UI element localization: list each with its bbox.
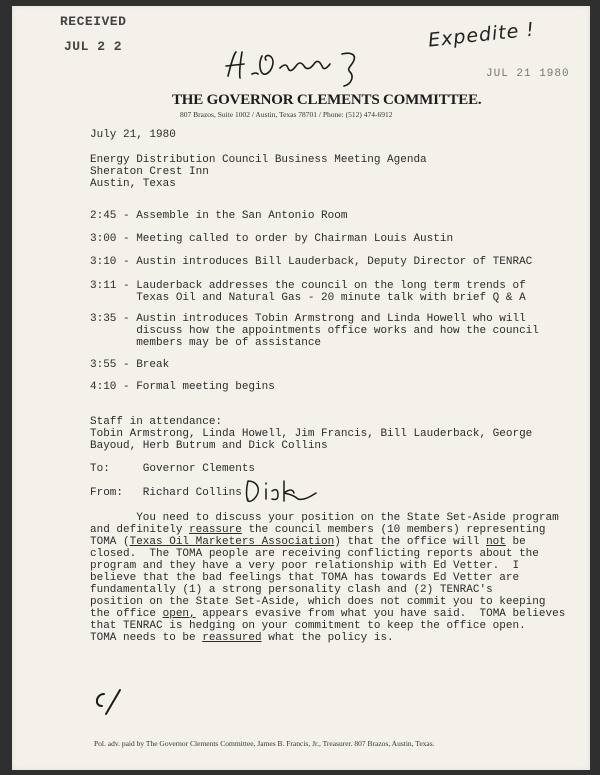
memo-to: To: Governor Clements xyxy=(90,463,256,475)
memo-body-line xyxy=(90,572,519,584)
staff-heading: Staff in attendance: xyxy=(90,416,223,428)
agenda-title: Energy Distribution Council Business Meeting Agenda xyxy=(90,154,427,166)
body-text: what the policy is. xyxy=(261,632,394,644)
body-text: fundamentally (1) a strong personality clash and (2) TENRAC's xyxy=(90,584,493,596)
memo-body-line xyxy=(90,548,539,560)
body-text: ) that the office will xyxy=(334,536,487,548)
body-text: that TENRAC is hedging on your commitment to keep the office open. xyxy=(90,620,526,632)
body-text: the council members (10 members) representing xyxy=(241,524,546,536)
underlined-text: Texas Oil Marketers Association xyxy=(129,536,335,548)
clements-signature xyxy=(222,46,392,90)
memo-body-line xyxy=(90,584,493,596)
body-text: appears evasive from what you have said. TOMA believes xyxy=(195,608,566,620)
venue-city: Austin, Texas xyxy=(90,178,176,190)
body-text: the office xyxy=(90,608,163,620)
margin-mark xyxy=(90,686,130,720)
staff-line: Bayoud, Herb Butrum and Dick Collins xyxy=(90,440,328,452)
body-text: and definitely xyxy=(90,524,190,536)
body-text: program and they have a very poor relationship with Ed Vetter. I xyxy=(90,560,520,572)
body-text: TOMA needs to be xyxy=(90,632,203,644)
body-text: You need to discuss your position on the State Set-Aside program xyxy=(90,512,559,524)
body-text: TOMA ( xyxy=(90,536,130,548)
body-text: believe that the bad feelings that TOMA has towards Ed Vetter are xyxy=(90,572,520,584)
agenda-item: 3:55 - Break xyxy=(90,359,170,371)
underlined-text: open, xyxy=(162,608,196,620)
underlined-text: reassure xyxy=(189,524,242,536)
memo-body-line xyxy=(90,524,546,536)
received-stamp xyxy=(60,14,126,54)
memo-body-line xyxy=(90,560,519,572)
ghost-mark: ​ xyxy=(301,696,303,721)
memo-body-line xyxy=(90,620,526,632)
document-page xyxy=(12,6,590,770)
collins-signature xyxy=(240,477,330,505)
agenda-item: 4:10 - Formal meeting begins xyxy=(90,381,275,393)
show-through-watermark xyxy=(301,696,303,721)
received-date: JUL 2 2 xyxy=(64,39,123,54)
date-stamp: JUL 21 1980 xyxy=(486,68,570,80)
agenda-item: 3:35 - Austin introduces Tobin Armstrong and Linda Howell who will discuss how the appointments office works and how the council members may be of assistance xyxy=(90,313,539,349)
memo-body-line xyxy=(90,632,394,644)
memo-from: From: Richard Collins xyxy=(90,487,242,499)
memo-body-line xyxy=(90,536,526,548)
underlined-text: not xyxy=(486,536,506,548)
memo-body-line xyxy=(90,608,565,620)
political-ad-footer: Pol. adv. paid by The Governor Clements Committee, James B. Francis, Jr., Treasurer. 807 Brazos, Austin, Texas. xyxy=(94,739,435,748)
venue-name: Sheraton Crest Inn xyxy=(90,166,209,178)
received-label: RECEIVED xyxy=(60,14,127,29)
agenda-item: 3:10 - Austin introduces Bill Lauderback, Deputy Director of TENRAC xyxy=(90,256,533,268)
staff-line: Tobin Armstrong, Linda Howell, Jim Francis, Bill Lauderback, George xyxy=(90,428,533,440)
org-title: THE GOVERNOR CLEMENTS COMMITTEE. xyxy=(172,92,482,108)
underlined-text: reassured xyxy=(202,632,262,644)
body-text: closed. The TOMA people are receiving conflicting reports about the xyxy=(90,548,539,560)
memo-body-line xyxy=(90,512,559,524)
agenda-item: 2:45 - Assemble in the San Antonio Room xyxy=(90,210,348,222)
body-text: be xyxy=(505,536,526,548)
org-address: 807 Brazos, Suite 1002 / Austin, Texas 78701 / Phone: (512) 474-6912 xyxy=(180,110,393,119)
agenda-item: 3:00 - Meeting called to order by Chairman Louis Austin xyxy=(90,233,454,245)
memo-body-line xyxy=(90,596,545,608)
document-date: July 21, 1980 xyxy=(90,129,176,141)
expedite-annotation: Expedite ! xyxy=(427,18,536,52)
agenda-item: 3:11 - Lauderback addresses the council on the long term trends of Texas Oil and Natural Gas - 20 minute talk with brief Q & A xyxy=(90,280,526,304)
body-text: position on the State Set-Aside, which does not commit you to keeping xyxy=(90,596,546,608)
